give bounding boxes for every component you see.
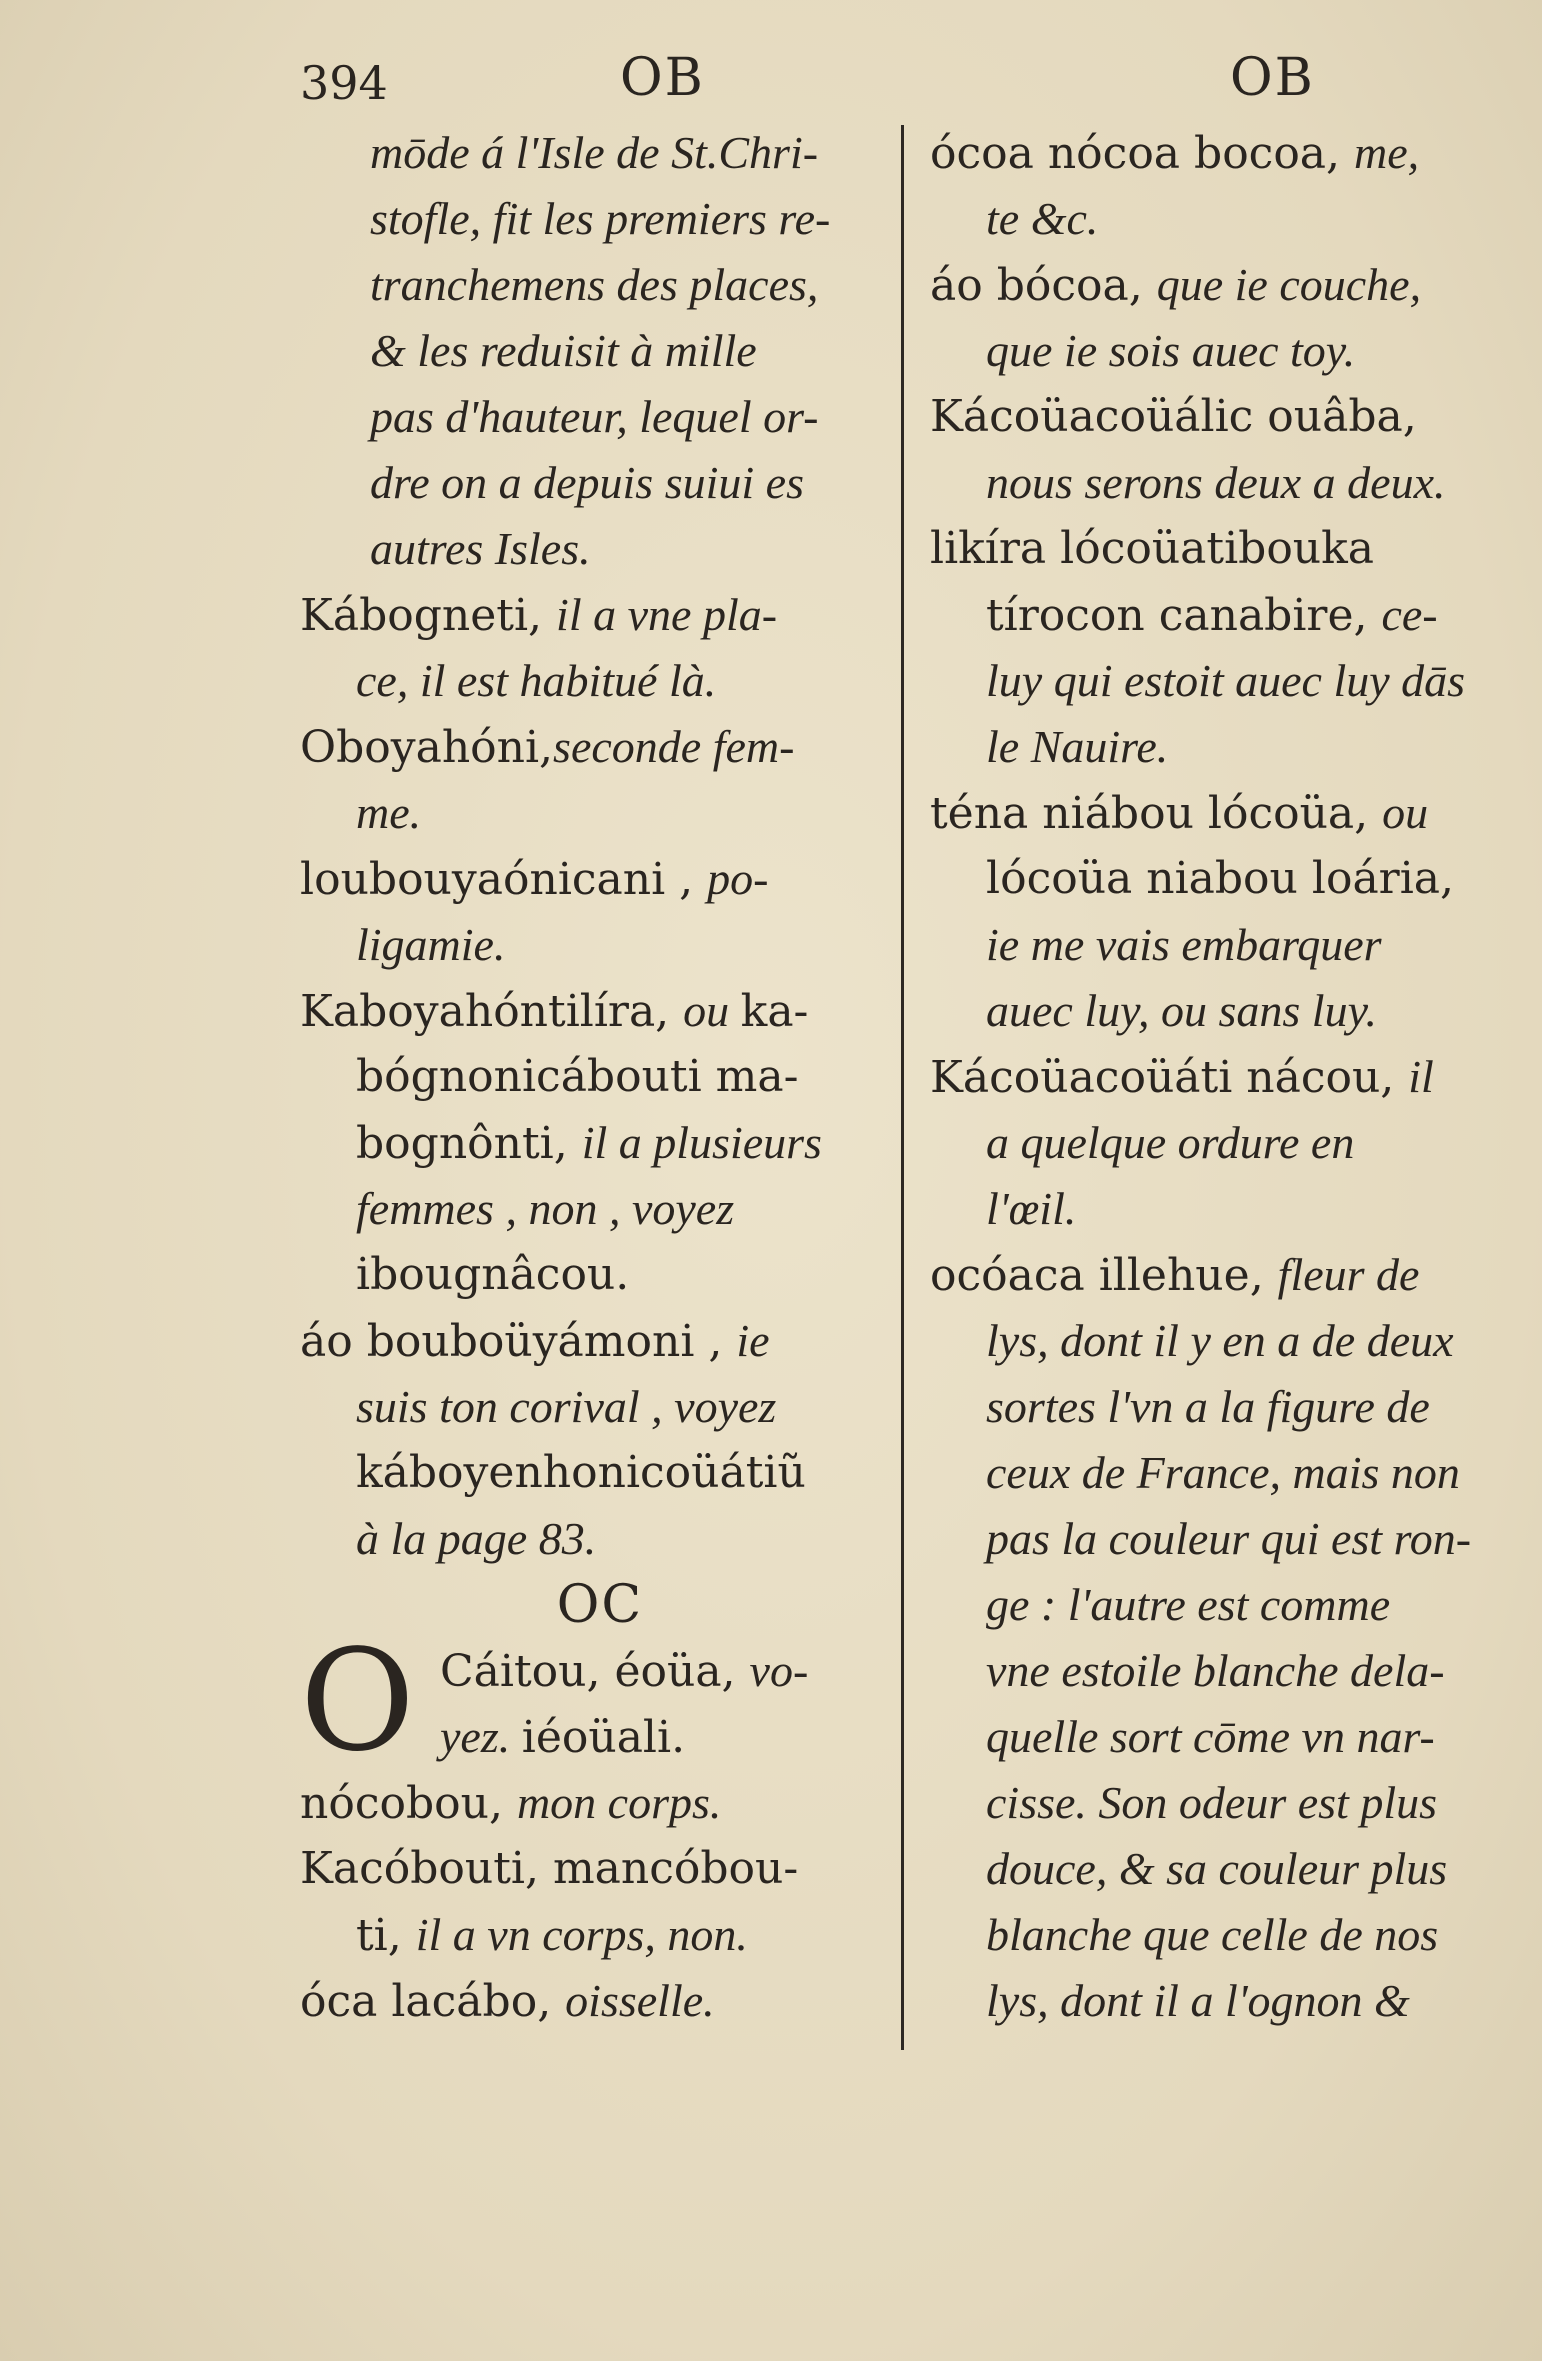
entry-conjunction: ou [1382,787,1429,838]
entry-definition: lys, dont il a l'ognon & [986,1975,1410,2026]
continuation-line: autres Isles. [370,523,591,574]
entry-headword: likíra lócoüatibouka [930,523,1375,574]
entry-headword: nócobou, [300,1778,517,1829]
entry-headword: ocóaca illehue, [930,1250,1278,1301]
entry-definition: nous serons deux a deux. [986,457,1446,508]
entry-definition: douce, & sa couleur plus [986,1843,1448,1894]
entry-definition: ce, il est habitué là. [356,655,717,706]
right-column [930,120,1510,2034]
page-header [300,48,1315,128]
entry-definition: que ie sois auec toy. [986,325,1356,376]
entry-definition: vne estoile blanche dela- [986,1645,1445,1696]
entry-definition: oisselle. [565,1975,715,2026]
entry-cross-reference: ibougnâcou. [356,1249,630,1300]
continuation-line: & les reduisit à mille [370,325,757,376]
entry-conjunction: ou [683,985,741,1036]
dictionary-entry [300,714,900,846]
entry-headword-variant: bognônti, [356,1118,582,1169]
dictionary-entry [300,1836,900,1968]
continuation-line: stofle, fit les premiers re- [370,193,831,244]
page-number: 394 [300,56,388,110]
continuation-line: mōde á l'Isle de St.Chri- [370,127,819,178]
entry-definition: me, [1354,127,1420,178]
entry-definition: femmes , non , voyez [356,1183,735,1234]
entry-definition: po- [707,853,769,904]
entry-definition: yez. [440,1711,522,1762]
dictionary-entry [300,1308,900,1572]
entry-headword: Kacóbouti, mancóbou- [300,1843,799,1894]
entry-definition: vo- [749,1645,809,1696]
dictionary-entry [300,582,900,714]
drop-cap: O [300,1620,415,1783]
entry-headword: óca lacábo, [300,1976,566,2027]
entry-definition: fleur de [1277,1249,1420,1300]
entry-headword: Kácoüacoüálic ouâba, [930,391,1417,442]
entry-page-reference: à la page 83. [356,1513,597,1564]
dictionary-entry [930,1242,1510,2034]
entry-definition: pas la couleur qui est ron- [986,1513,1472,1564]
entry-headword-variant: ti, [356,1910,416,1961]
entry-headword: ócoa nócoa bocoa, [930,128,1355,179]
entry-definition: le Nauire. [986,721,1169,772]
dictionary-entry [300,1620,900,1783]
entry-headword-variant: bógnonicábouti ma- [356,1051,799,1102]
entry-headword: Cáitou, éoüa, [440,1646,750,1697]
dictionary-entry [930,1044,1510,1242]
dictionary-entry [300,978,900,1308]
entry-definition: lys, dont il y en a de deux [986,1315,1454,1366]
entry-headword: áo bócoa, [930,260,1157,311]
entry-definition: a quelque ordure en [986,1117,1355,1168]
entry-definition: ceux de France, mais non [986,1447,1460,1498]
entry-headword: téna niábou lócoüa, [930,788,1383,839]
entry-headword: Kácoüacoüáti nácou, [930,1052,1409,1103]
entry-headword: Kaboyahóntilíra, [300,986,684,1037]
continuation-line: dre on a depuis suiui es [370,457,804,508]
entry-definition: me. [356,787,422,838]
entry-headword-variant: lócoüa niabou loária, [986,853,1454,904]
entry-definition: blanche que celle de nos [986,1909,1439,1960]
entry-definition: seconde fem- [553,721,795,772]
entry-definition: te &c. [986,193,1099,244]
entry-definition: il a plusieurs [581,1117,822,1168]
dictionary-entry [300,1968,900,2034]
entry-definition: que ie couche, [1156,259,1422,310]
entry-definition: l'œil. [986,1183,1077,1234]
continuation-line: pas d'hauteur, lequel or- [370,391,819,442]
entry-definition: luy qui estoit auec luy dās [986,655,1466,706]
entry-definition: sortes l'vn a la figure de [986,1381,1430,1432]
entry-definition: ie me vais embarquer [986,919,1382,970]
dictionary-entry [930,780,1510,1044]
entry-definition: suis ton corival , voyez [356,1381,777,1432]
section-heading: OC [556,1575,644,1635]
dictionary-entry [930,120,1510,252]
entry-definition: il [1408,1051,1434,1102]
entry-definition: il a vn corps, non. [415,1909,748,1960]
entry-definition: ligamie. [356,919,506,970]
entry-definition: quelle sort cōme vn nar- [986,1711,1435,1762]
continuation-line: tranchemens des places, [370,259,819,310]
entry-definition: cisse. Son odeur est plus [986,1777,1438,1828]
entry-definition: auec luy, ou sans luy. [986,985,1377,1036]
entry-headword: áo bouboüyámoni , [300,1316,737,1367]
entry-definition: ge : l'autre est comme [986,1579,1391,1630]
entry-definition: ie [736,1315,770,1366]
entry-definition: il a vne pla- [556,589,778,640]
entry-cross-reference: káboyenhonicoüátiũ [356,1447,806,1498]
entry-definition: mon corps. [516,1777,722,1828]
column-divider [901,125,904,2050]
entry-headword-variant: ka- [740,986,809,1037]
dictionary-entry [930,384,1510,516]
dictionary-entry [300,846,900,978]
right-running-head: OB [1230,48,1315,108]
entry-headword: loubouyaónicani , [300,854,708,905]
entry-headword: Oboyahóni, [300,722,554,773]
entry-headword: Kábogneti, [300,590,543,641]
left-column [300,120,900,2034]
dictionary-entry [930,516,1510,780]
entry-headword-variant: tírocon canabire, [986,590,1382,641]
entry-definition: ce- [1381,589,1438,640]
dictionary-entry [930,252,1510,384]
entry-cross-reference: iéoüali. [521,1712,686,1763]
left-running-head: OB [620,48,705,108]
